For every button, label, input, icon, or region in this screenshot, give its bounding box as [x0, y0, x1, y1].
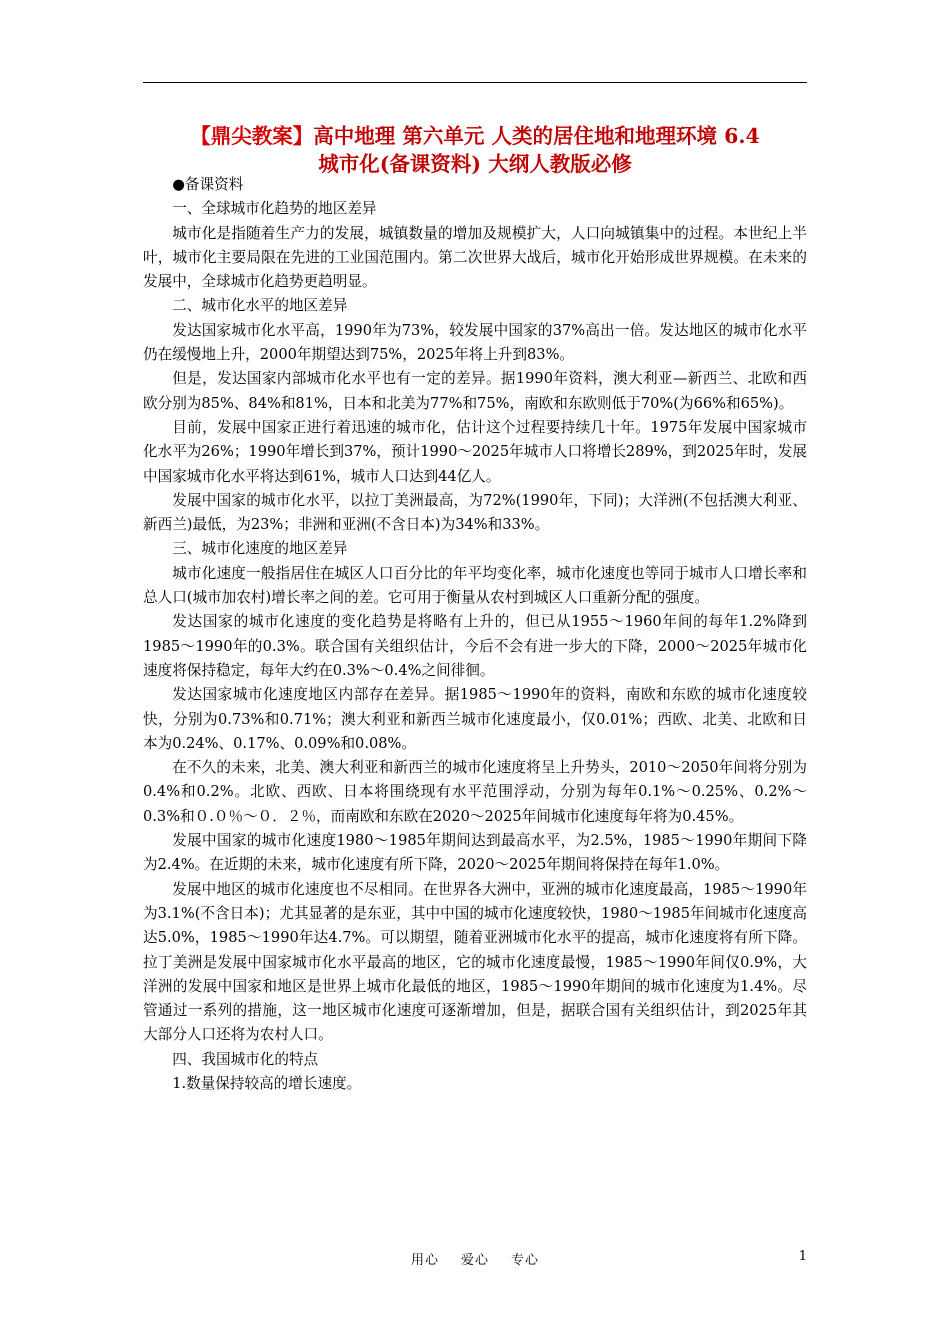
paragraph: 在不久的未来，北美、澳大利亚和新西兰的城市化速度将呈上升势头，2010～2050年间将分别为0.4%和0.2%。北欧、西欧、日本将围绕现有水平范围浮动，分别为每年0.1%～0.25%、0.2%～0.3%和０.０％～０．２％，而南欧和东欧在2020～2025年间城市化速度每年将为0.45%。 — [143, 759, 807, 825]
section-heading-1: 一、全球城市化趋势的地区差异 — [172, 200, 377, 218]
paragraph: 发达国家的城市化速度的变化趋势是将略有上升的，但已从1955～1960年间的每年1.2%降到1985～1990年的0.3%。联合国有关组织估计，今后不会有进一步大的下降，2000～2025年城市化速度将保持稳定，每年大约在0.3%～0.4%之间徘徊。 — [143, 613, 807, 679]
paragraph: 城市化速度一般指居住在城区人口百分比的年平均变化率，城市化速度也等同于城市人口增长率和总人口(城市加农村)增长率之间的差。它可用于衡量从农村到城区人口重新分配的强度。 — [143, 564, 807, 607]
section-heading-3: 三、城市化速度的地区差异 — [172, 540, 348, 558]
footer-motto-1: 用心 — [410, 1253, 439, 1268]
paragraph: 发达国家城市化水平高，1990年为73%，较发展中国家的37%高出一倍。发达地区的城市化水平仍在缓慢地上升，2000年期望达到75%，2025年将上升到83%。 — [143, 321, 807, 364]
footer-motto-3: 专心 — [511, 1253, 540, 1268]
paragraph: 城市化是指随着生产力的发展，城镇数量的增加及规模扩大，人口向城镇集中的过程。本世纪上半叶，城市化主要局限在先进的工业国范围内。第二次世界大战后，城市化开始形成世界规模。在未来的发展中，全球城市化趋势更趋明显。 — [143, 224, 807, 291]
footer-motto — [143, 1249, 807, 1268]
paragraph: 发展中国家的城市化速度1980～1985年期间达到最高水平，为2.5%，1985～1990年期间下降为2.4%。在近期的未来，城市化速度有所下降，2020～2025年期间将保持在每年1.0%。 — [143, 832, 807, 874]
paragraph: 发达国家城市化速度地区内部存在差异。据1985～1990年的资料，南欧和东欧的城市化速度较快，分别为0.73%和0.71%；澳大利亚和新西兰城市化速度最小，仅0.01%；西欧、北美、北欧和日本为0.24%、0.17%、0.09%和0.08%。 — [143, 686, 807, 752]
section-marker: ●备课资料 — [172, 176, 244, 193]
paragraph: 1.数量保持较高的增长速度。 — [172, 1074, 362, 1092]
title-line-1 — [143, 122, 807, 150]
paragraph: 发展中国家的城市化水平，以拉丁美洲最高，为72%(1990年，下同)；大洋洲(不包括澳大利亚、新西兰)最低，为23%；非洲和亚洲(不含日本)为34%和33%。 — [143, 491, 807, 534]
document-body — [143, 173, 807, 1096]
footer-motto-2: 爱心 — [460, 1253, 489, 1268]
header-rule — [143, 82, 807, 83]
section-heading-2: 二、城市化水平的地区差异 — [172, 297, 348, 315]
title-line-2: 城市化(备课资料) 大纲人教版必修 — [318, 152, 632, 176]
page-footer — [143, 1249, 807, 1269]
paragraph: 发展中地区的城市化速度也不尽相同。在世界各大洲中，亚洲的城市化速度最高，1985～1990年为3.1%(不含日本)；尤其显著的是东亚，其中中国的城市化速度较快，1980～1985年间城市化速度高达5.0%，1985～1990年达4.7%。可以期望，随着亚洲城市化水平的提高，城市化速度将有所下降。拉丁美洲是发展中国家城市化水平最高的地区，它的城市化速度最慢，1985～1990年间仅0.9%，大洋洲的发展中国家和地区是世界上城市化最低的地区，1985～1990年期间的城市化速度为1.4%。尽管通过一系列的措施，这一地区城市化速度可逐渐增加，但是，据联合国有关组织估计，到2025年其大部分人口还将为农村人口。 — [143, 880, 807, 1044]
title-tag: 【鼎尖教案】 — [190, 124, 314, 148]
document-title — [143, 122, 807, 178]
paragraph: 但是，发达国家内部城市化水平也有一定的差异。据1990年资料，澳大利亚—新西兰、北欧和西欧分别为85%、84%和81%，日本和北美为77%和75%，南欧和东欧则低于70%(为66%和65%)。 — [143, 370, 807, 412]
paragraph: 目前，发展中国家正进行着迅速的城市化，估计这个过程要持续几十年。1975年发展中国家城市化水平为26%；1990年增长到37%，预计1990～2025年城市人口将增长289%，到2025年时，发展中国家城市化水平将达到61%，城市人口达到44亿人。 — [143, 418, 807, 485]
title-main: 高中地理 第六单元 人类的居住地和地理环境 6.4 — [313, 124, 760, 148]
page-number: 1 — [798, 1249, 807, 1264]
section-heading-4: 四、我国城市化的特点 — [172, 1050, 319, 1068]
